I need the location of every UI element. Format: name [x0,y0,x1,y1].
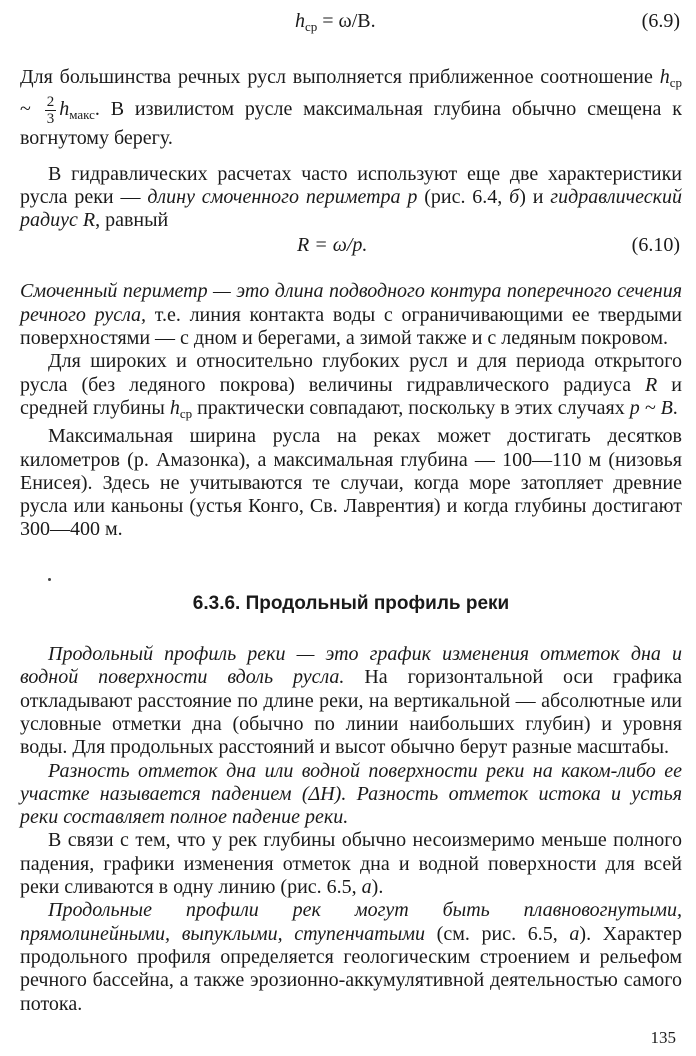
paragraph: Для большинства речных русл выполняется приближенное соотношение $h_{ср}$ ~ $\frac{2}{3}$ $h_{макс}$. В извилистом русле максимальная глубина обычно смещена к вогнутому берегу. [20,66,682,150]
formula-expression: R = ω/p. [297,234,368,257]
paragraph: Продольные профили рек могут быть плавновогнутыми, прямолинейными, выпуклыми, ступенчатыми (см. рис. 6.5, а). Характер продольного профиля определяется геологическим строением и рельефом речного бассейна, а также эрозионно-аккумулятивной деятельностью самого потока. [20,899,682,1015]
paragraph: Для широких и относительно глубоких русл и для периода открытого русла (без ледяного покрова) величины гидравлического радиуса R и средней глубины $h_{ср}$ практически совпадают, поскольку в этих случаях p ~ B. [20,350,682,421]
paragraph: Смоченный периметр — это длина подводного контура поперечного сечения речного русла, т.е. линия контакта воды с ограничивающими ее твердыми поверхностями — с дном и берегами, а зимой также и с ледяным покровом. [20,280,682,350]
fraction: $\frac{2}{3}$ [46,94,55,128]
formula-expression: $h_{ср} = \omega/B$. [295,10,376,34]
paragraph: Максимальная ширина русла на реках может достигать десятков километров (р. Амазонка), а максимальная глубина — 100—110 м (низовья Енисея). Здесь не учитываются те случаи, когда море затопляет древние русла или каньоны (устья Конго, Св. Лаврентия) и когда глубины достигают 300—400 м. [20,425,682,541]
paragraph: В гидравлических расчетах часто используют еще две характеристики русла реки — длину смоченного периметра p (рис. 6.4, б) и гидравлический радиус R, равный [20,162,682,232]
formula-6-9 [20,0,682,40]
formula-number: (6.9) [641,10,680,32]
page-content [20,0,682,1016]
formula-6-10 [20,232,682,266]
paragraph: Продольный профиль реки — это график изменения отметок дна и водной поверхности вдоль русла. На горизонтальной оси графика откладывают расстояние по длине реки, на вертикальной — абсолютные или условные отметки дна (обычно по линии наибольших глубин) и уровня воды. Для продольных расстояний и высот обычно берут разные масштабы. [20,643,682,759]
section-title: 6.3.6. Продольный профиль реки [192,592,510,614]
paragraph: Разность отметок дна или водной поверхности реки на каком-либо ее участке называется падением (ΔH). Разность отметок истока и устья реки составляет полное падение реки. [20,759,682,829]
paragraph: В связи с тем, что у рек глубины обычно несоизмеримо меньше полного падения, графики изменения отметок дна и водной поверхности для всей реки сливаются в одну линию (рис. 6.5, а). [20,829,682,899]
page-number: 135 [650,1028,676,1047]
formula-number: (6.10) [631,234,680,257]
print-speck [48,578,51,581]
